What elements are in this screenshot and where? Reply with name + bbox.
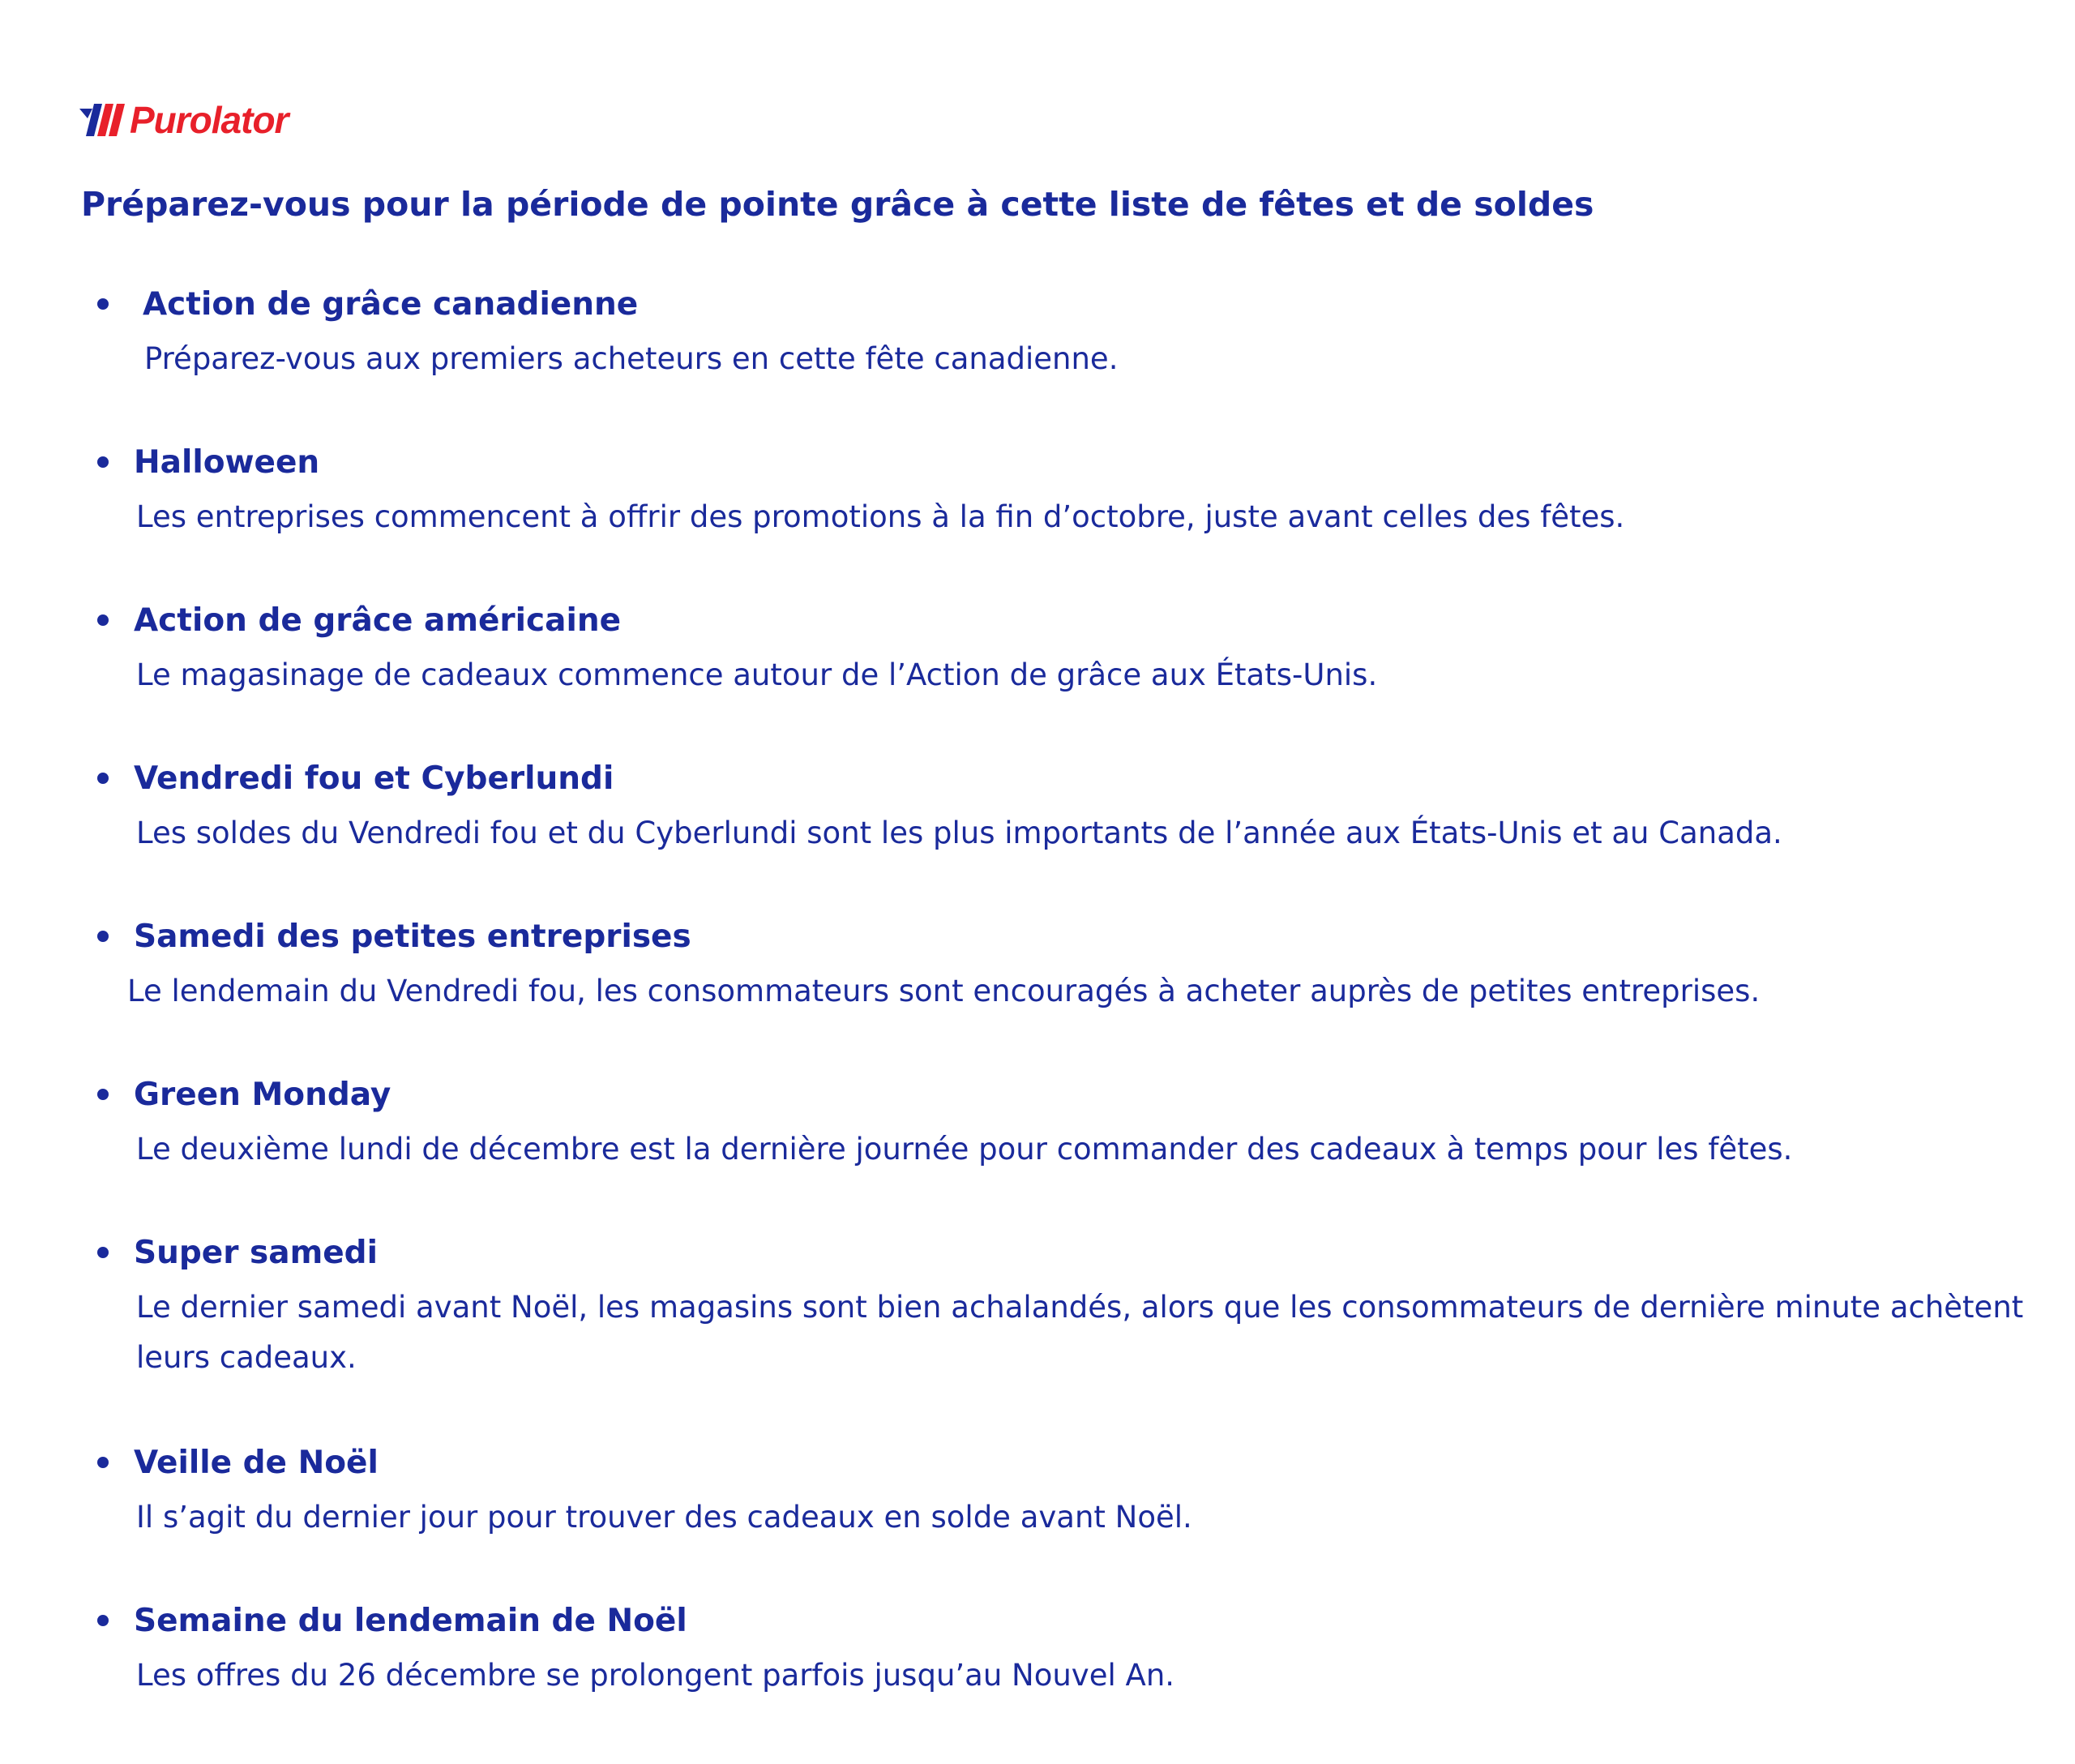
item-description: Les offres du 26 décembre se prolongent parfois jusqu’au Nouvel An. — [136, 1658, 1175, 1693]
item-description: Les soldes du Vendredi fou et du Cyberlundi sont les plus importants de l’année aux États-Unis et au Canada. — [136, 816, 1782, 850]
item-title: Vendredi fou et Cyberlundi — [134, 760, 614, 797]
item-description: Le magasinage de cadeaux commence autour de l’Action de grâce aux États-Unis. — [136, 657, 1378, 692]
bullet-icon — [97, 1089, 109, 1100]
item-title: Halloween — [134, 444, 320, 481]
bullet-icon — [97, 298, 109, 310]
bullet-icon — [97, 1457, 109, 1468]
logo-wordmark: Purolator — [130, 99, 289, 141]
bullet-icon — [97, 931, 109, 942]
item-description: Les entreprises commencent à offrir des promotions à la fin d’octobre, juste avant celles des fêtes. — [136, 499, 1625, 534]
bullet-icon — [97, 773, 109, 784]
purolator-stripes-icon — [79, 101, 126, 139]
item-title: Veille de Noël — [134, 1445, 379, 1481]
item-title: Green Monday — [134, 1077, 391, 1113]
bullet-icon — [97, 456, 109, 468]
item-description: Le lendemain du Vendredi fou, les consommateurs sont encouragés à acheter auprès de petites entreprises. — [127, 974, 1761, 1008]
item-title: Action de grâce canadienne — [143, 286, 639, 323]
item-title: Super samedi — [134, 1235, 378, 1271]
purolator-logo — [79, 101, 288, 139]
bullet-icon — [97, 1615, 109, 1626]
bullet-icon — [97, 614, 109, 626]
item-description: Il s’agit du dernier jour pour trouver des cadeaux en solde avant Noël. — [136, 1500, 1192, 1535]
item-description: Le deuxième lundi de décembre est la dernière journée pour commander des cadeaux à temps pour les fêtes. — [136, 1132, 1793, 1167]
item-description: Le dernier samedi avant Noël, les magasins sont bien achalandés, alors que les consommateurs de dernière minute achètent leurs cadeaux. — [136, 1290, 2024, 1375]
item-description: Préparez-vous aux premiers acheteurs en cette fête canadienne. — [144, 341, 1119, 376]
bullet-icon — [97, 1247, 109, 1258]
item-title: Action de grâce américaine — [134, 602, 622, 639]
page-title: Préparez-vous pour la période de pointe grâce à cette liste de fêtes et de soldes — [81, 185, 1594, 224]
item-title: Semaine du lendemain de Noël — [134, 1603, 687, 1639]
item-title: Samedi des petites entreprises — [134, 918, 691, 955]
